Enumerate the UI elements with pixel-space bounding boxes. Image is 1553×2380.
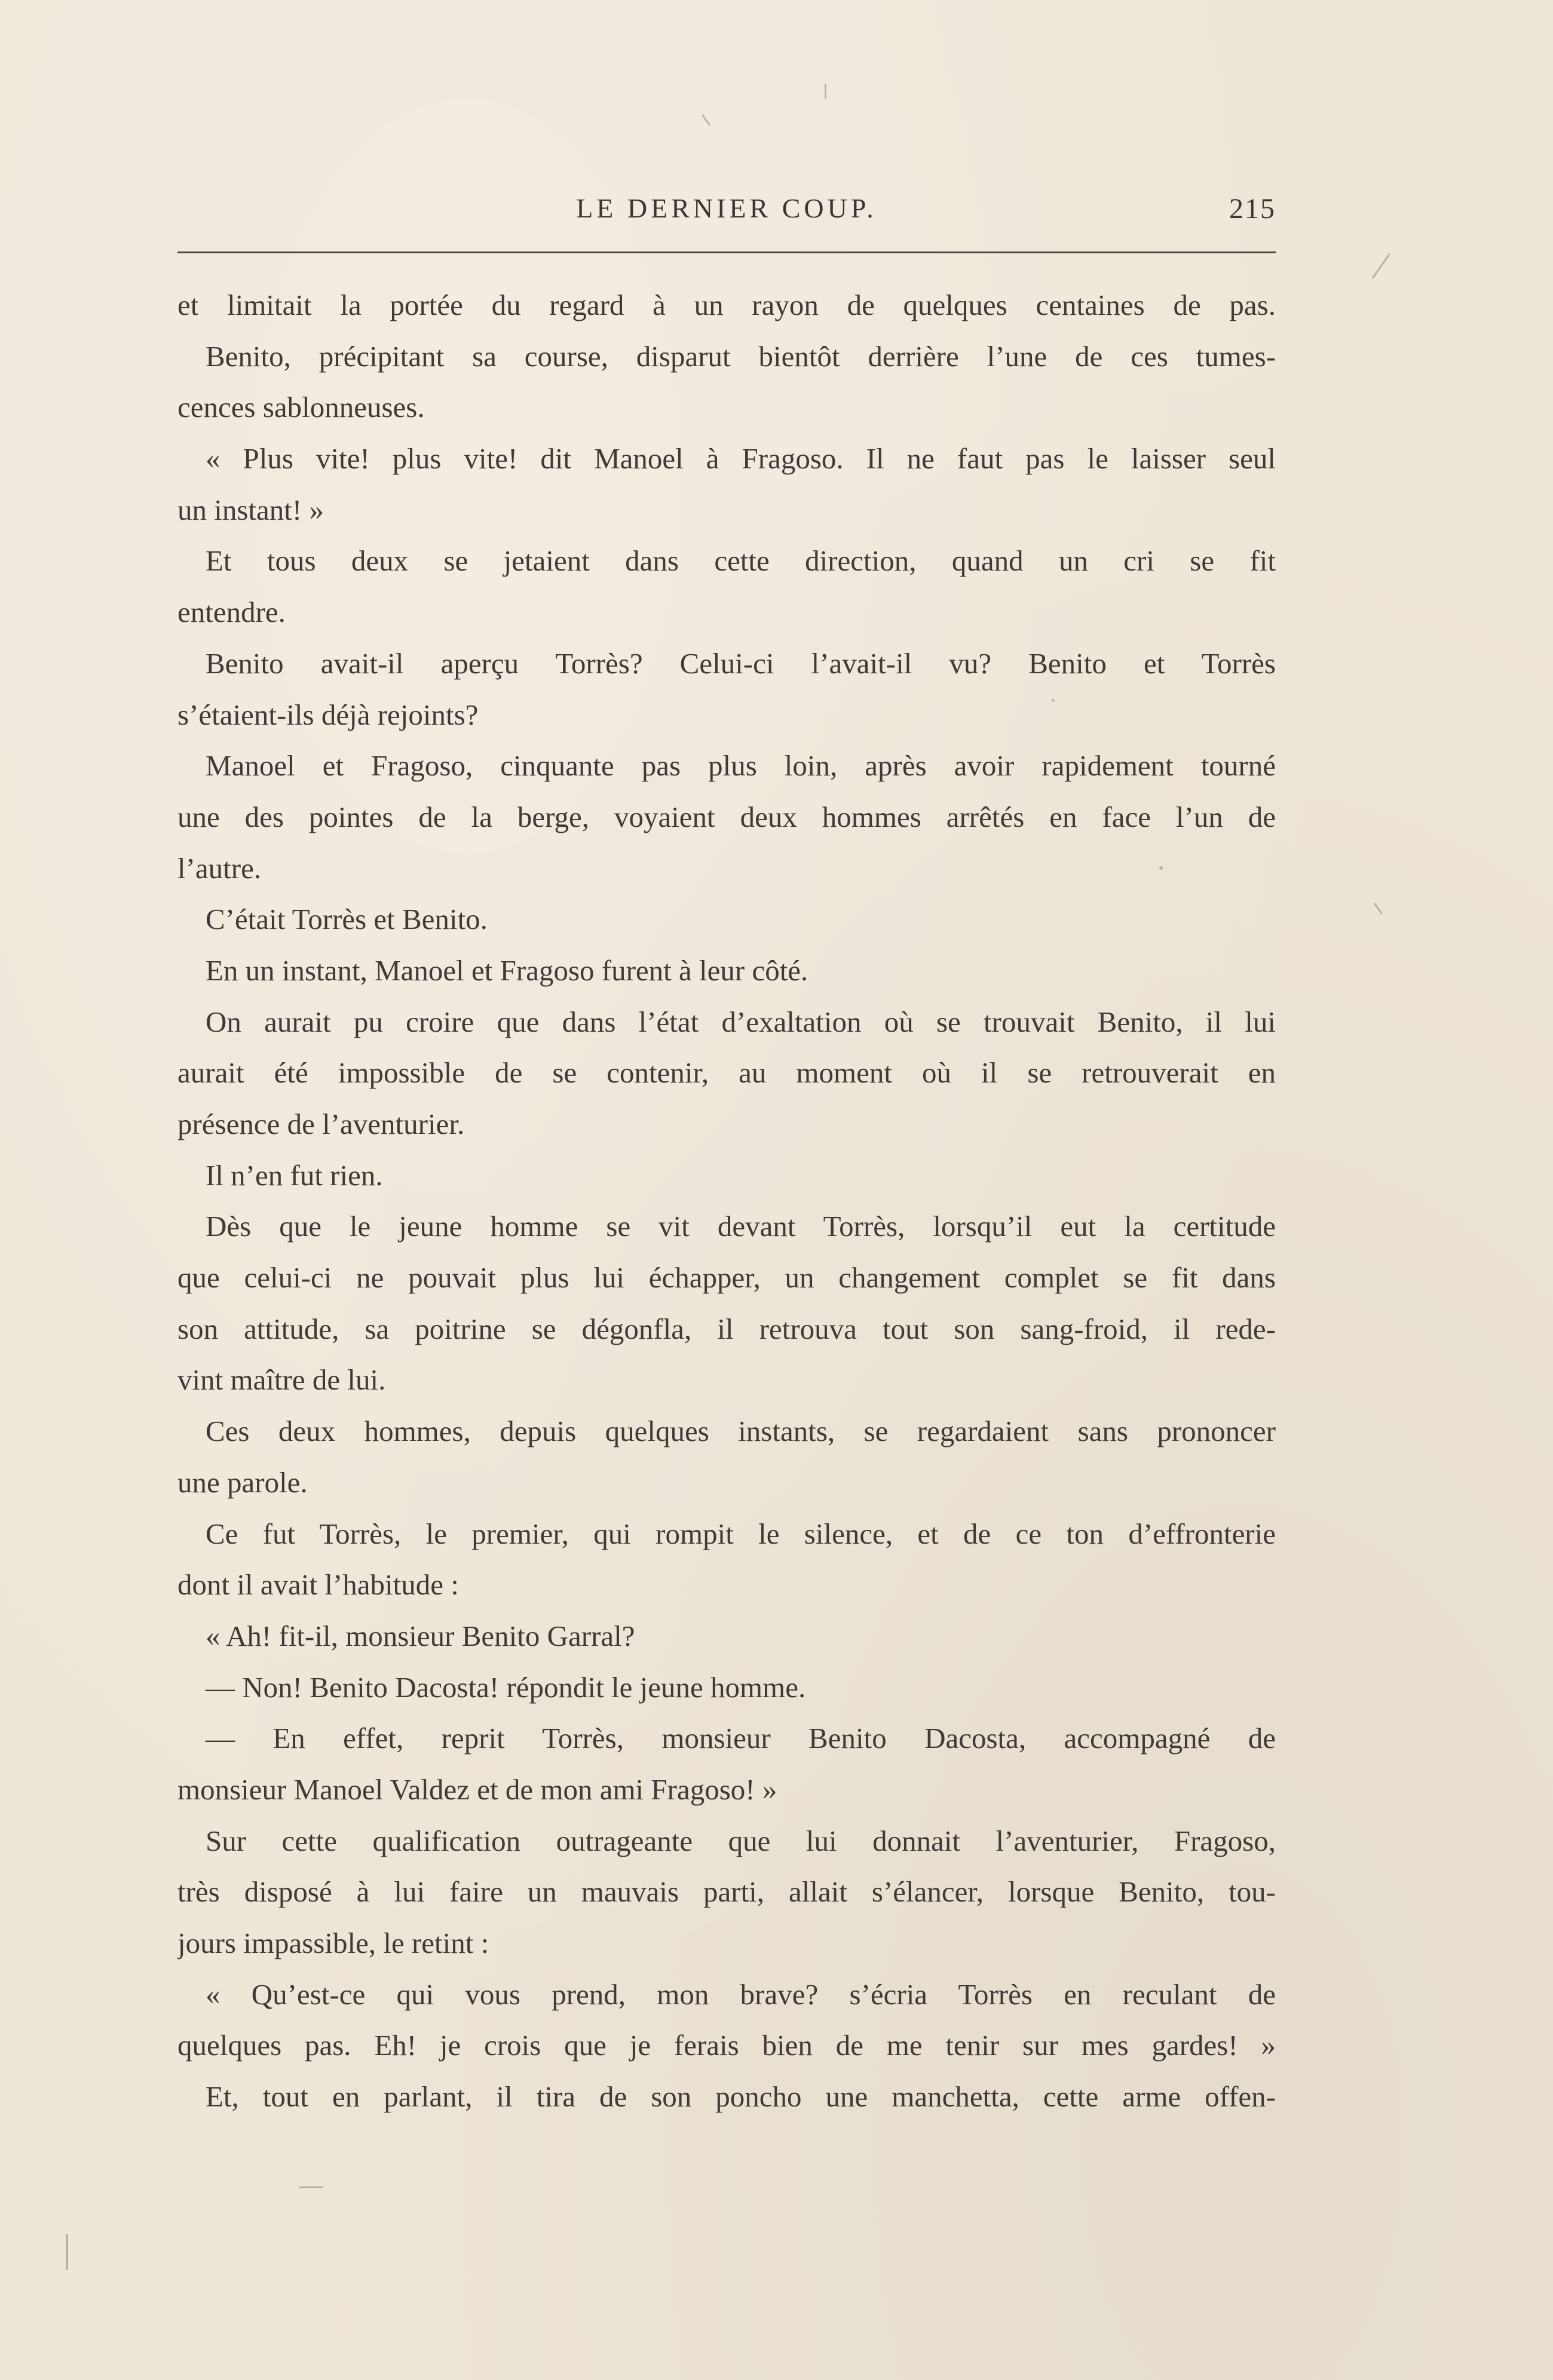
text-line: l’autre. <box>177 851 262 885</box>
paper-speck <box>1374 903 1383 915</box>
text-line: Ce fut Torrès, le premier, qui rompit le silence, et de ce ton d’effronterie <box>206 1517 1276 1550</box>
body-text <box>177 280 1276 2123</box>
text-line: très disposé à lui faire un mauvais parti, allait s’élancer, lorsque Benito, tou- <box>177 1875 1276 1909</box>
text-line: quelques pas. Eh! je crois que je ferais bien de me tenir sur mes gardes! » <box>177 2029 1276 2062</box>
paper-speck <box>1052 699 1055 702</box>
text-line: On aurait pu croire que dans l’état d’exaltation où se trouvait Benito, il lui <box>206 1005 1276 1038</box>
page-header <box>177 192 1276 240</box>
paper-speck <box>825 84 826 99</box>
header-rule <box>177 252 1276 253</box>
text-line: Et, tout en parlant, il tira de son poncho une manchetta, cette arme offen- <box>206 2080 1276 2114</box>
paper-speck <box>299 2186 323 2188</box>
text-line: Sur cette qualification outrageante que lui donnait l’aventurier, Fragoso, <box>206 1824 1276 1857</box>
text-line: En un instant, Manoel et Fragoso furent à leur côté. <box>206 953 808 987</box>
text-line: Ces deux hommes, depuis quelques instants, se regardaient sans prononcer <box>206 1415 1276 1448</box>
text-line: dont il avait l’habitude : <box>177 1568 459 1602</box>
paper-speck <box>702 114 710 126</box>
text-line: Benito, précipitant sa course, disparut bientôt derrière l’une de ces tumes- <box>206 339 1276 373</box>
text-line: son attitude, sa poitrine se dégonfla, il retrouva tout son sang-froid, il rede- <box>177 1312 1276 1345</box>
text-line: et limitait la portée du regard à un rayon de quelques centaines de pas. <box>177 289 1276 321</box>
text-line: Dès que le jeune homme se vit devant Torrès, lorsqu’il eut la certitude <box>206 1210 1276 1243</box>
page-number: 215 <box>1229 193 1276 225</box>
paper-speck <box>1372 253 1390 279</box>
text-line: — En effet, reprit Torrès, monsieur Benito Dacosta, accompagné de <box>206 1722 1276 1755</box>
text-line: Il n’en fut rien. <box>206 1158 383 1192</box>
text-line: « Qu’est-ce qui vous prend, mon brave? s’écria Torrès en reculant de <box>206 1977 1276 2011</box>
text-line: que celui-ci ne pouvait plus lui échapper, un changement complet se fit dans <box>177 1261 1276 1295</box>
text-line: « Ah! fit-il, monsieur Benito Garral? <box>206 1619 635 1652</box>
running-title: LE DERNIER COUP. <box>576 193 877 223</box>
text-line: s’étaient-ils déjà rejoints? <box>177 698 479 731</box>
text-line: jours impassible, le retint : <box>177 1927 489 1959</box>
text-line: présence de l’aventurier. <box>177 1108 465 1140</box>
text-line: C’était Torrès et Benito. <box>206 903 488 936</box>
text-line: une parole. <box>177 1465 308 1499</box>
text-line: un instant! » <box>177 493 324 526</box>
text-line: Et tous deux se jetaient dans cette direction, quand un cri se fit <box>206 544 1276 578</box>
text-line: une des pointes de la berge, voyaient deux hommes arrêtés en face l’un de <box>177 800 1276 833</box>
text-line: monsieur Manoel Valdez et de mon ami Fragoso! » <box>177 1772 777 1806</box>
text-line: Manoel et Fragoso, cinquante pas plus loin, après avoir rapidement tourné <box>206 749 1276 783</box>
text-line: — Non! Benito Dacosta! répondit le jeune homme. <box>206 1670 806 1704</box>
text-line: aurait été impossible de se contenir, au moment où il se retrouverait en <box>177 1056 1276 1090</box>
text-line: Benito avait-il aperçu Torrès? Celui-ci l’avait-il vu? Benito et Torrès <box>206 646 1276 680</box>
paper-speck <box>1159 866 1163 870</box>
text-line: cences sablonneuses. <box>177 391 425 424</box>
text-line: « Plus vite! plus vite! dit Manoel à Fragoso. Il ne faut pas le laisser seul <box>206 442 1276 476</box>
paper-speck <box>66 2234 68 2270</box>
text-line: entendre. <box>177 596 286 629</box>
text-line: vint maître de lui. <box>177 1363 386 1397</box>
